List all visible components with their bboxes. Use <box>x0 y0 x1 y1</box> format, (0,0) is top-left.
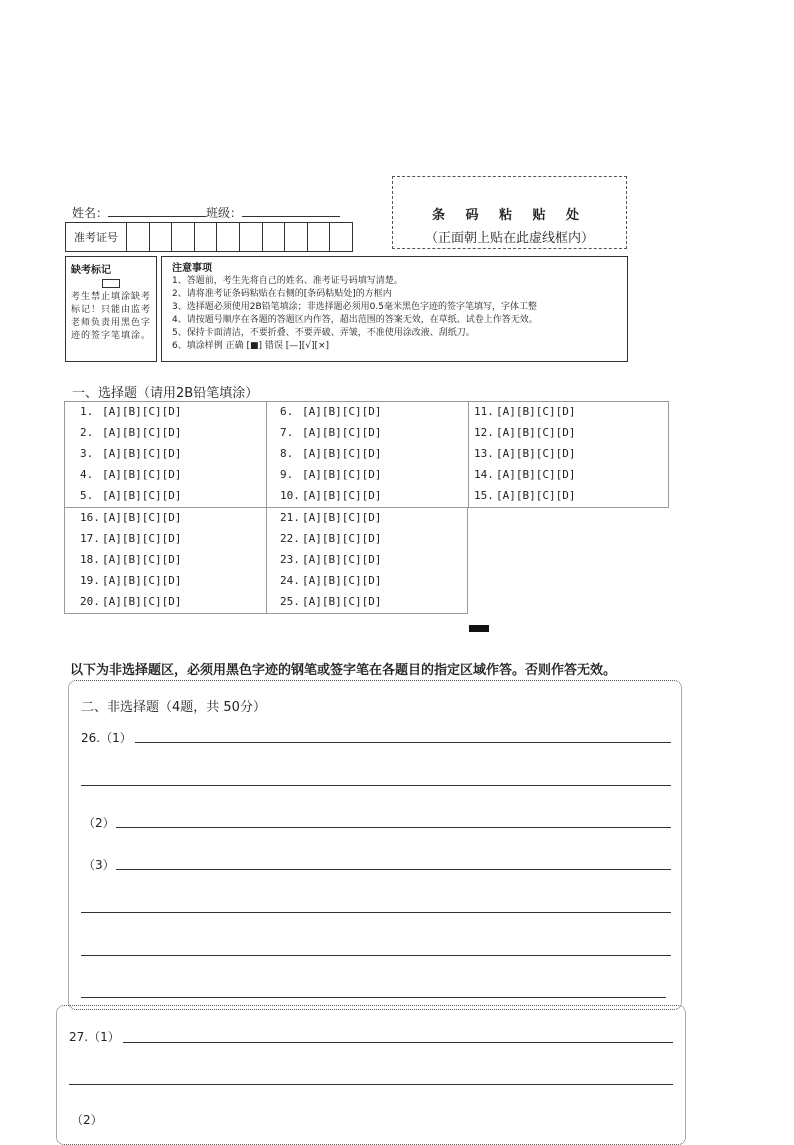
grid-divider <box>266 508 267 613</box>
answer-options[interactable]: [A][B][C][D] <box>102 468 182 481</box>
answer-options[interactable]: [A][B][C][D] <box>496 405 576 418</box>
notes-box <box>161 256 628 362</box>
answer-options[interactable]: [A][B][C][D] <box>102 553 182 566</box>
question-number: 23. <box>280 553 300 566</box>
question-number: 2. <box>80 426 94 439</box>
answer-line[interactable] <box>116 869 671 870</box>
answer-options[interactable]: [A][B][C][D] <box>302 405 382 418</box>
name-line <box>108 204 206 217</box>
name-field[interactable] <box>72 204 340 221</box>
choice-question[interactable] <box>280 489 381 502</box>
answer-line[interactable] <box>116 827 671 828</box>
answer-options[interactable]: [A][B][C][D] <box>302 489 382 502</box>
answer-options[interactable]: [A][B][C][D] <box>302 553 382 566</box>
choice-question[interactable] <box>80 595 181 608</box>
class-line <box>242 204 340 217</box>
answer-options[interactable]: [A][B][C][D] <box>102 489 182 502</box>
question-number: 7. <box>280 426 294 439</box>
barcode-title: 条 码 粘 贴 处 <box>431 208 588 223</box>
choice-question[interactable] <box>280 574 381 587</box>
notes-item: 5、保持卡面清洁，不要折叠、不要弄破、弄皱，不准使用涂改液、刮纸刀。 <box>172 328 475 338</box>
choice-question[interactable] <box>280 511 381 524</box>
choice-question[interactable] <box>280 553 381 566</box>
choice-question[interactable] <box>474 405 575 418</box>
question-number: 15. <box>474 489 494 502</box>
answer-options[interactable]: [A][B][C][D] <box>302 511 382 524</box>
answer-line[interactable] <box>81 785 671 786</box>
choice-question[interactable] <box>80 489 181 502</box>
answer-line[interactable] <box>81 997 666 998</box>
exam-id-cell[interactable] <box>150 223 173 251</box>
choice-question[interactable] <box>80 426 181 439</box>
answer-options[interactable]: [A][B][C][D] <box>102 574 182 587</box>
question-number: 13. <box>474 447 494 460</box>
exam-id-cell[interactable] <box>217 223 240 251</box>
question-number: 9. <box>280 468 294 481</box>
section2-title: 二、非选择题（4题，共 50分） <box>81 700 266 715</box>
question-number: 11. <box>474 405 494 418</box>
absent-title: 缺考标记 <box>71 265 111 276</box>
answer-options[interactable]: [A][B][C][D] <box>102 532 182 545</box>
choice-question[interactable] <box>80 468 181 481</box>
answer-options[interactable]: [A][B][C][D] <box>302 574 382 587</box>
answer-options[interactable]: [A][B][C][D] <box>302 468 382 481</box>
answer-options[interactable]: [A][B][C][D] <box>102 511 182 524</box>
choice-question[interactable] <box>80 511 181 524</box>
answer-options[interactable]: [A][B][C][D] <box>496 489 576 502</box>
exam-id-label: 准考证号 <box>66 223 127 251</box>
question-number: 4. <box>80 468 94 481</box>
question-number: 18. <box>80 553 100 566</box>
answer-line[interactable] <box>81 912 671 913</box>
absent-instructions: 考生禁止填涂缺考标记！只能由监考老师负责用黑色字迹的签字笔填涂。 <box>71 292 152 341</box>
name-label: 姓名： <box>72 206 109 220</box>
absent-mark-box <box>65 256 157 362</box>
choice-question[interactable] <box>280 405 381 418</box>
absent-mark-checkbox[interactable] <box>102 279 120 288</box>
answer-line[interactable] <box>123 1042 673 1043</box>
notes-item: 1、答题前，考生先将自己的姓名、准考证号码填写清楚。 <box>172 276 403 286</box>
answer-options[interactable]: [A][B][C][D] <box>496 468 576 481</box>
choice-question[interactable] <box>280 468 381 481</box>
question-number: 14. <box>474 468 494 481</box>
question-number: 5. <box>80 489 94 502</box>
exam-id-cell[interactable] <box>240 223 263 251</box>
answer-options[interactable]: [A][B][C][D] <box>496 447 576 460</box>
question-number: 24. <box>280 574 300 587</box>
question-number: 1. <box>80 405 94 418</box>
choice-question[interactable] <box>280 447 381 460</box>
choice-question[interactable] <box>474 447 575 460</box>
question-number: 12. <box>474 426 494 439</box>
notes-item: 3、选择题必须使用2B铅笔填涂；非选择题必须用0.5毫米黑色字迹的签字笔填写，字体工整 <box>172 302 537 312</box>
answer-options[interactable]: [A][B][C][D] <box>302 595 382 608</box>
exam-id-cell[interactable] <box>308 223 331 251</box>
exam-id-cell[interactable] <box>172 223 195 251</box>
question-number: 19. <box>80 574 100 587</box>
question-number: 10. <box>280 489 300 502</box>
choice-question[interactable] <box>280 595 381 608</box>
answer-options[interactable]: [A][B][C][D] <box>102 447 182 460</box>
choice-question[interactable] <box>80 405 181 418</box>
barcode-subtitle: （正面朝上贴在此虚线框内） <box>424 231 594 246</box>
question-number: 3. <box>80 447 94 460</box>
answer-options[interactable]: [A][B][C][D] <box>102 405 182 418</box>
notes-item: 6、填涂样例 正确 [■] 错误 [—][√][×] <box>172 341 330 351</box>
question-number: 8. <box>280 447 294 460</box>
question-number: 22. <box>280 532 300 545</box>
answer-line[interactable] <box>69 1084 673 1085</box>
question-number: 21. <box>280 511 300 524</box>
exam-id-cell[interactable] <box>285 223 308 251</box>
choice-question[interactable] <box>80 574 181 587</box>
question-number: 25. <box>280 595 300 608</box>
answer-options[interactable]: [A][B][C][D] <box>496 426 576 439</box>
answer-line[interactable] <box>135 742 671 743</box>
q26-part1-label: 26.（1） <box>81 731 132 745</box>
q27-part1-label: 27.（1） <box>69 1030 120 1044</box>
alignment-mark <box>469 625 489 632</box>
question-number: 16. <box>80 511 100 524</box>
question-number: 20. <box>80 595 100 608</box>
class-label: 班级： <box>206 206 243 220</box>
q26-part2-label: （2） <box>83 816 115 830</box>
non-choice-warning: 以下为非选择题区，必须用黑色字迹的钢笔或签字笔在各题目的指定区域作答。否则作答无效。 <box>70 663 617 678</box>
choice-question[interactable] <box>280 426 381 439</box>
notes-item: 2、请将准考证条码粘贴在右侧的[条码粘贴处]的方框内 <box>172 289 392 299</box>
answer-box-26[interactable] <box>68 680 682 1010</box>
answer-options[interactable]: [A][B][C][D] <box>102 595 182 608</box>
exam-id-cell[interactable] <box>330 223 352 251</box>
answer-options[interactable]: [A][B][C][D] <box>102 426 182 439</box>
choice-question[interactable] <box>280 532 381 545</box>
exam-id-cell[interactable] <box>127 223 150 251</box>
barcode-area <box>392 176 627 249</box>
choice-question[interactable] <box>474 489 575 502</box>
exam-id-cell[interactable] <box>263 223 286 251</box>
answer-options[interactable]: [A][B][C][D] <box>302 426 382 439</box>
choice-question[interactable] <box>80 447 181 460</box>
exam-id-box[interactable] <box>65 222 353 252</box>
answer-line[interactable] <box>81 955 671 956</box>
answer-options[interactable]: [A][B][C][D] <box>302 447 382 460</box>
question-number: 17. <box>80 532 100 545</box>
q27-part2-label: （2） <box>71 1113 103 1127</box>
choice-question[interactable] <box>80 532 181 545</box>
exam-id-cell[interactable] <box>195 223 218 251</box>
choice-question[interactable] <box>80 553 181 566</box>
q26-part3-label: （3） <box>83 858 115 872</box>
answer-box-27[interactable] <box>56 1005 686 1145</box>
grid-divider <box>468 402 469 507</box>
choice-question[interactable] <box>474 468 575 481</box>
notes-item: 4、请按题号顺序在各题的答题区内作答，超出范围的答案无效，在草纸、试卷上作答无效。 <box>172 315 538 325</box>
grid-divider <box>266 402 267 507</box>
notes-title: 注意事项 <box>172 263 212 274</box>
question-number: 6. <box>280 405 294 418</box>
section1-title: 一、选择题（请用2B铅笔填涂） <box>72 386 259 401</box>
choice-question[interactable] <box>474 426 575 439</box>
answer-options[interactable]: [A][B][C][D] <box>302 532 382 545</box>
